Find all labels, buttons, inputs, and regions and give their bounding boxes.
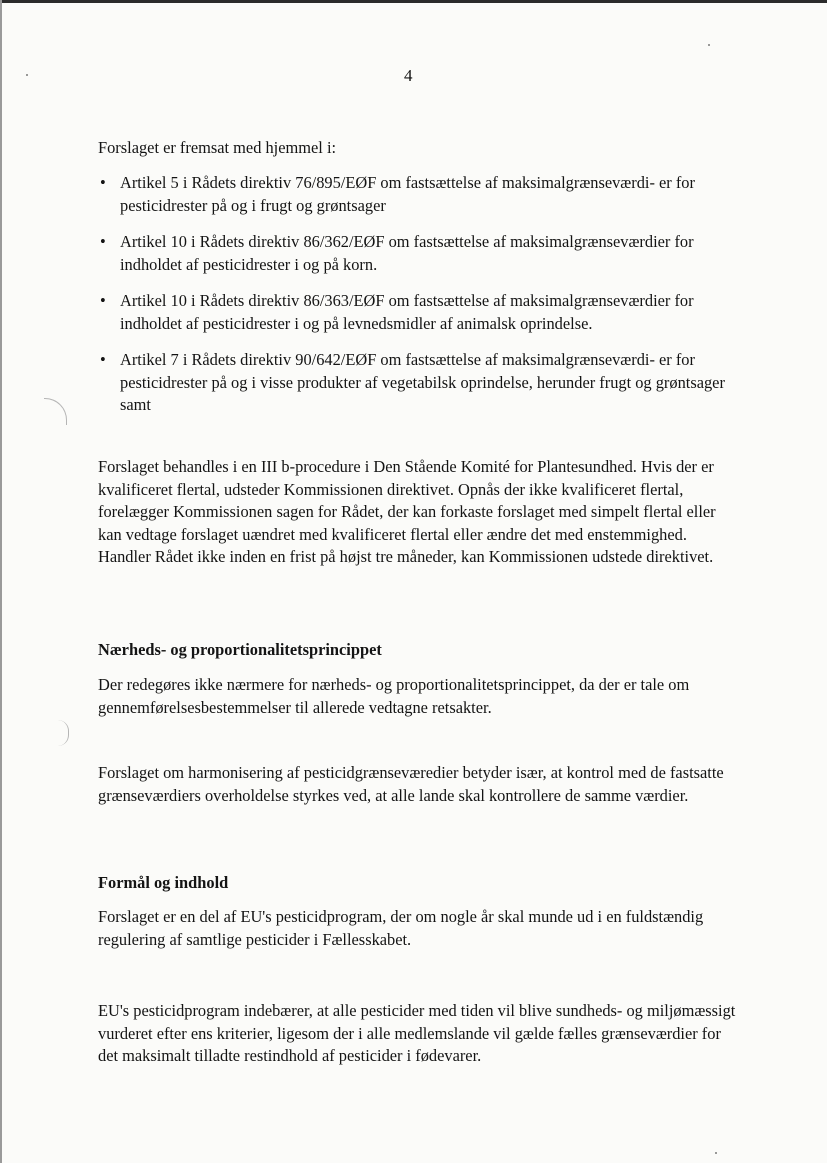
scan-speck [26, 74, 28, 76]
list-item-text: Artikel 10 i Rådets direktiv 86/363/EØF om fastsættelse af maksimalgrænseværdier for indholdet af pesticidrester i og på levnedsmidler af animalsk oprindelse. [120, 291, 694, 333]
subsidiarity-heading: Nærheds- og proportionalitetsprincippet [98, 640, 382, 659]
bullet-icon: • [100, 173, 106, 192]
scan-top-edge [0, 0, 827, 3]
list-item-text: Artikel 7 i Rådets direktiv 90/642/EØF om fastsættelse af maksimalgrænseværdi- er for pesticidrester på og i visse produkter af vegetabilsk oprindelse, herunder frugt og grøntsager samt [120, 350, 725, 414]
bullet-icon: • [100, 291, 106, 310]
punch-hole-mark [58, 720, 69, 746]
legal-basis-list [98, 172, 738, 431]
programme-paragraph: EU's pesticidprogram indebærer, at alle pesticider med tiden vil blive sundheds- og miljømæssigt vurderet efter ens kriterier, ligesom der i alle medlemslande vil gælde fælles grænseværdier for det maksimalt tilladte restindhold af pesticider i fødevarer. [98, 1001, 736, 1065]
punch-hole-mark [44, 398, 67, 425]
list-item [98, 231, 738, 276]
list-item [98, 290, 738, 335]
intro-text: Forslaget er fremsat med hjemmel i: [98, 138, 337, 157]
page-number: 4 [404, 66, 413, 85]
list-item-text: Artikel 10 i Rådets direktiv 86/362/EØF om fastsættelse af maksimalgrænseværdier for indholdet af pesticidrester i og på korn. [120, 232, 694, 274]
bullet-icon: • [100, 232, 106, 251]
procedure-paragraph: Forslaget behandles i en III b-procedure i Den Stående Komité for Plantesundhed. Hvis der er kvalificeret flertal, udsteder Kommissionen direktivet. Opnås der ikke kvalificeret flertal, forelægger Kommissionen sagen for Rådet, der kan forkaste forslaget med simpelt flertal eller kan vedtage forslaget uændret med kvalificeret flertal eller ændre det med enstemmighed. Handler Rådet ikke inden en frist på højst tre måneder, kan Kommissionen udstede direktivet. [98, 457, 716, 566]
subsidiarity-paragraph: Der redegøres ikke nærmere for nærheds- og proportionalitetsprincippet, da der er tale om gennemførelsesbestemmelser til allerede vedtagne retsakter. [98, 675, 690, 717]
purpose-paragraph: Forslaget er en del af EU's pesticidprogram, der om nogle år skal munde ud i en fuldstændig regulering af samtlige pesticider i Fællesskabet. [98, 907, 704, 949]
scan-left-edge [0, 0, 2, 1163]
scan-speck [708, 44, 710, 46]
bullet-icon: • [100, 350, 106, 369]
list-item [98, 349, 738, 417]
scan-speck [715, 1152, 717, 1154]
list-item-text: Artikel 5 i Rådets direktiv 76/895/EØF om fastsættelse af maksimalgrænseværdi- er for pesticidrester på og i frugt og grøntsager [120, 173, 695, 215]
harmonisation-paragraph: Forslaget om harmonisering af pesticidgrænseværedier betyder især, at kontrol med de fastsatte grænseværdiers overholdelse styrkes ved, at alle lande skal kontrollere de samme værdier. [98, 763, 724, 805]
purpose-heading: Formål og indhold [98, 873, 229, 892]
list-item [98, 172, 738, 217]
